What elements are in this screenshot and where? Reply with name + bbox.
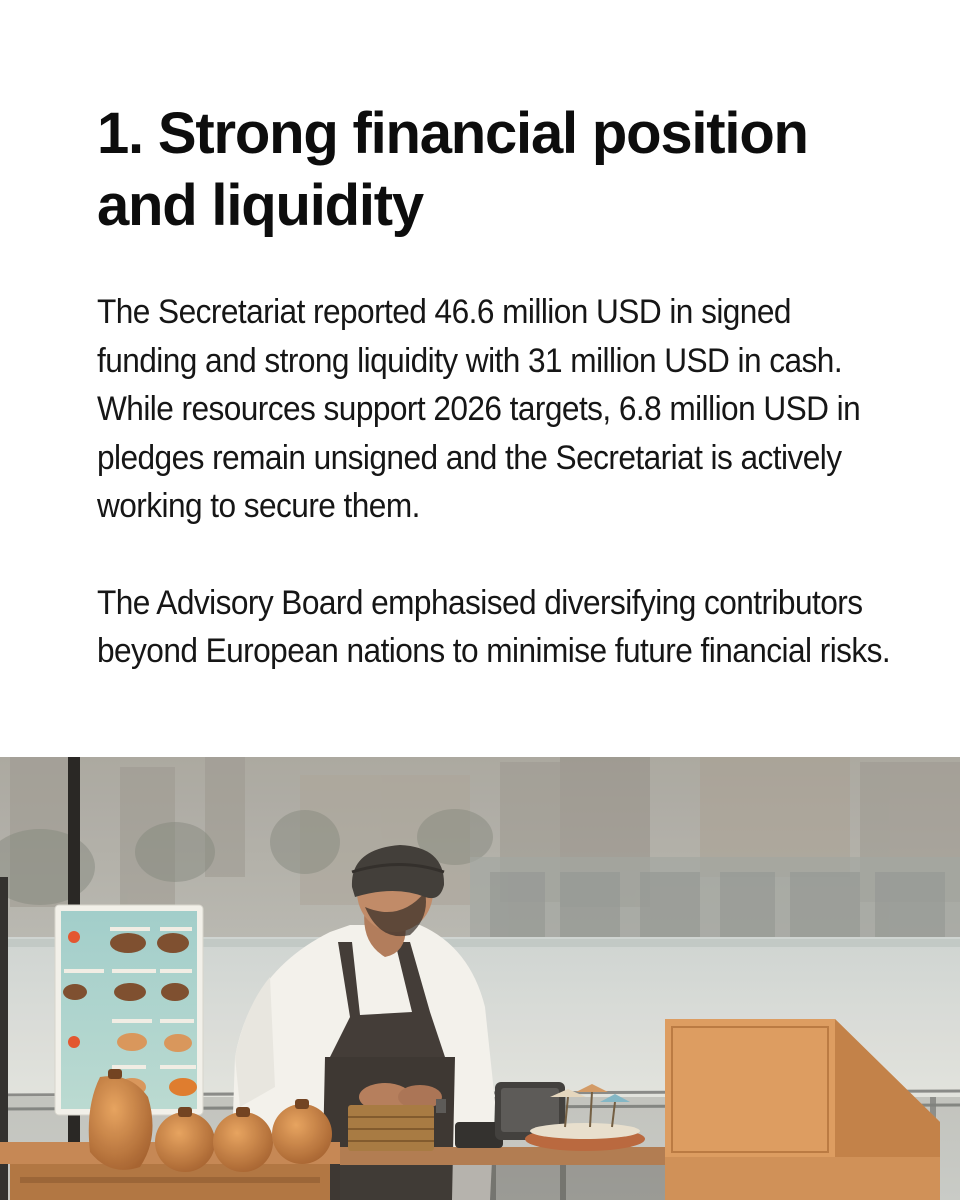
photo-coconut-vendor [0,757,960,1200]
page-title: 1. Strong financial position and liquidity [97,101,808,238]
photo-illustration [0,757,960,1200]
text-section [97,98,897,676]
paragraph-advisory-board: The Advisory Board emphasised diversifying contributors beyond European nations to minimise future financial risks. [97,583,891,670]
paragraph-financial-position: The Secretariat reported 46.6 million USD in signed funding and strong liquidity with 31 million USD in cash. While resources support 2026 targets, 6.8 million USD in pledges remain unsigned and the Secretariat is actively working to secure them. [97,293,861,525]
